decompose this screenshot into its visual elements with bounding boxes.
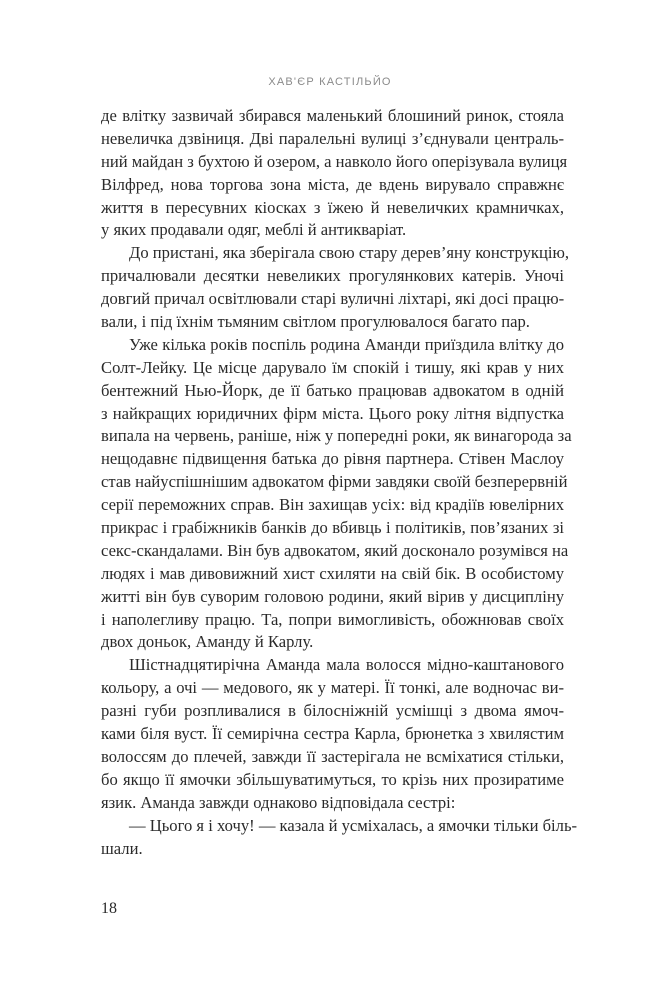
paragraph xyxy=(101,815,578,861)
text-line: бентежний Нью-Йорк, де її батько працював адвокатом в одній xyxy=(101,380,564,400)
paragraph xyxy=(101,334,572,654)
text-line: людях і мав дивовижний хист схиляти на свій бік. В особистому xyxy=(101,563,564,583)
paragraph xyxy=(101,654,564,814)
text-line: разні губи розпливалися в білосніжній усмішці з двома ямоч- xyxy=(101,701,564,721)
text-line: До пристані, яка зберігала свою стару дерев’яну конструкцію, xyxy=(129,243,570,263)
text-line: двох доньок, Аманду й Карлу. xyxy=(101,632,314,652)
running-head: ХАВ'ЄР КАСТІЛЬЙО xyxy=(268,76,392,88)
text-line: з найкращих юридичних фірм міста. Цього року літня відпустка xyxy=(101,403,564,423)
body-text xyxy=(101,105,578,860)
text-line: житті він був суворим головою родини, який вірив у дисципліну xyxy=(101,586,564,606)
text-line: волоссям до плечей, завжди її застерігала не всміхатися стільки, xyxy=(101,746,564,766)
text-line: життя в пересувних кіосках з їжею й невеличких крамничках, xyxy=(101,197,564,217)
page-number: 18 xyxy=(101,900,117,917)
text-line: шали. xyxy=(101,838,143,858)
text-line: невеличка дзвіниця. Дві паралельні вулиці з’єднували централь- xyxy=(101,128,564,148)
text-line: Солт-Лейку. Це місце дарувало їм спокій і тишу, які крав у них xyxy=(101,357,564,377)
text-line: ками біля вуст. Її семирічна сестра Карла, брюнетка з хвилястим xyxy=(101,724,564,744)
text-line: довгий причал освітлювали старі вуличні ліхтарі, які досі працю- xyxy=(101,289,565,309)
text-line: — Цього я і хочу! — казала й усміхалась, а ямочки тільки біль- xyxy=(129,815,578,835)
text-line: серії переможних справ. Він захищав усіх: від крадіїв ювелірних xyxy=(101,495,564,515)
text-line: де влітку зазвичай збирався маленький блошиний ринок, стояла xyxy=(101,106,564,125)
paragraph xyxy=(101,105,568,242)
text-line: ний майдан з бухтою й озером, а навколо його оперізувала вулиця xyxy=(101,151,568,171)
text-line: прикрас і грабіжників банків до вбивць і політиків, пов’язаних зі xyxy=(101,518,564,538)
text-line: бо якщо її ямочки збільшуватимуться, то крізь них прозиратиме xyxy=(101,769,564,789)
text-line: вали, і під їхнім тьмяним світлом прогулювалося багато пар. xyxy=(101,312,530,332)
text-line: секс-скандалами. Він був адвокатом, який досконало розумівся на xyxy=(101,540,569,560)
text-line: у яких продавали одяг, меблі й антикваріат. xyxy=(101,220,407,240)
text-line: кольору, а очі — медового, як у матері. Її тонкі, але водночас ви- xyxy=(101,678,564,698)
text-line: і наполегливу працю. Та, попри вимогливість, обожнював своїх xyxy=(101,609,564,629)
text-line: язик. Аманда завжди однаково відповідала сестрі: xyxy=(101,792,456,812)
text-line: причалювали десятки невеликих прогулянкових катерів. Уночі xyxy=(101,266,564,286)
text-line: став найуспішнішим адвокатом фірми завдяки своїй безперервній xyxy=(101,472,568,492)
text-line: випала на червень, раніше, ніж у попередні роки, як винагорода за xyxy=(101,426,572,446)
text-line: Вілфред, нова торгова зона міста, де вдень вирувало справжнє xyxy=(101,174,564,194)
text-line: Шістнадцятирічна Аманда мала волосся мідно-каштанового xyxy=(129,655,564,675)
paragraph xyxy=(101,242,570,334)
text-line: нещодавнє підвищення батька до рівня партнера. Стівен Маслоу xyxy=(101,449,564,469)
text-line: Уже кілька років поспіль родина Аманди приїздила влітку до xyxy=(129,334,564,354)
